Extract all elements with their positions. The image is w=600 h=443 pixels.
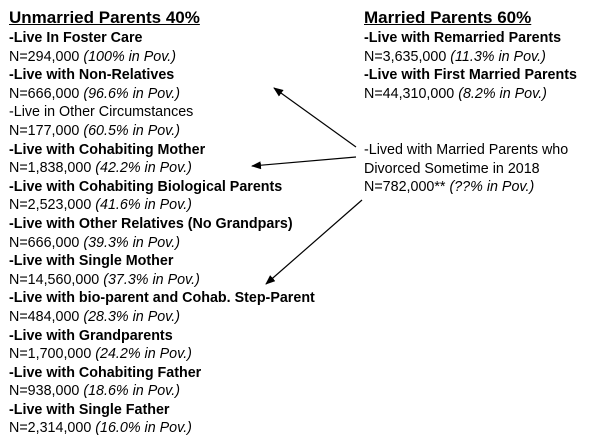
divorced-note-line-1: -Lived with Married Parents who bbox=[364, 142, 569, 158]
arrow-to-bio-parent-step-parent bbox=[266, 200, 362, 284]
unmarried-parents-heading: Unmarried Parents 40% bbox=[9, 8, 200, 27]
item-label: -Live in Other Circumstances bbox=[9, 104, 194, 121]
item-label: -Live with Single Father bbox=[9, 401, 170, 418]
item-count: N=666,000 bbox=[9, 85, 84, 102]
item-poverty-rate: (37.3% in Pov.) bbox=[103, 271, 200, 288]
item-poverty-rate: (60.5% in Pov.) bbox=[83, 122, 181, 139]
arrow-to-cohabiting-mother bbox=[252, 157, 356, 166]
item-poverty-rate: (39.3% in Pov.) bbox=[83, 234, 181, 251]
item-poverty-rate: (11.3% in Pov.) bbox=[450, 48, 546, 65]
item-label: -Live with bio-parent and Cohab. Step-Parent bbox=[9, 290, 315, 307]
item-count: N=44,310,000 bbox=[364, 85, 459, 102]
item-label: -Live with Cohabiting Father bbox=[9, 364, 202, 381]
arrow-to-non-relatives bbox=[274, 88, 356, 147]
item-poverty-rate: (96.6% in Pov.) bbox=[83, 85, 181, 102]
item-count: N=1,700,000 bbox=[9, 346, 96, 363]
item-count: N=294,000 bbox=[9, 48, 84, 65]
item-count: N=666,000 bbox=[9, 234, 84, 251]
item-count: N=484,000 bbox=[9, 308, 84, 325]
married-parents-heading: Married Parents 60% bbox=[364, 8, 532, 27]
item-label: -Live with Grandparents bbox=[9, 327, 173, 344]
item-count: N=2,523,000 bbox=[9, 197, 96, 214]
item-poverty-rate: (24.2% in Pov.) bbox=[95, 346, 192, 363]
item-label: -Live with Remarried Parents bbox=[364, 30, 562, 46]
item-count: N=3,635,000 bbox=[364, 48, 451, 65]
item-label: -Live with Cohabiting Biological Parents bbox=[9, 178, 283, 195]
divorced-note-line-2: Divorced Sometime in 2018 bbox=[364, 160, 540, 177]
item-count: N=14,560,000 bbox=[9, 271, 104, 288]
item-poverty-rate: (42.2% in Pov.) bbox=[95, 160, 192, 177]
item-poverty-rate: (16.0% in Pov.) bbox=[95, 420, 192, 437]
item-count: N=938,000 bbox=[9, 383, 84, 400]
item-count: N=2,314,000 bbox=[9, 420, 96, 437]
item-count: N=1,838,000 bbox=[9, 160, 96, 177]
item-label: -Live with First Married Parents bbox=[364, 67, 577, 84]
item-label: -Live with Single Mother bbox=[9, 253, 174, 270]
item-poverty-rate: (8.2% in Pov.) bbox=[458, 85, 547, 102]
item-poverty-rate: (100% in Pov.) bbox=[83, 48, 177, 65]
item-label: -Live with Non-Relatives bbox=[9, 67, 175, 84]
item-poverty-rate: (18.6% in Pov.) bbox=[83, 383, 181, 400]
item-count: N=177,000 bbox=[9, 122, 84, 139]
item-poverty-rate: (41.6% in Pov.) bbox=[95, 197, 192, 214]
item-label: -Live with Other Relatives (No Grandpars) bbox=[9, 215, 293, 232]
divorced-poverty-rate: (??% in Pov.) bbox=[449, 179, 535, 196]
item-label: -Live In Foster Care bbox=[9, 30, 143, 46]
item-poverty-rate: (28.3% in Pov.) bbox=[83, 308, 181, 325]
item-label: -Live with Cohabiting Mother bbox=[9, 141, 206, 158]
divorced-count: N=782,000** bbox=[364, 179, 450, 196]
